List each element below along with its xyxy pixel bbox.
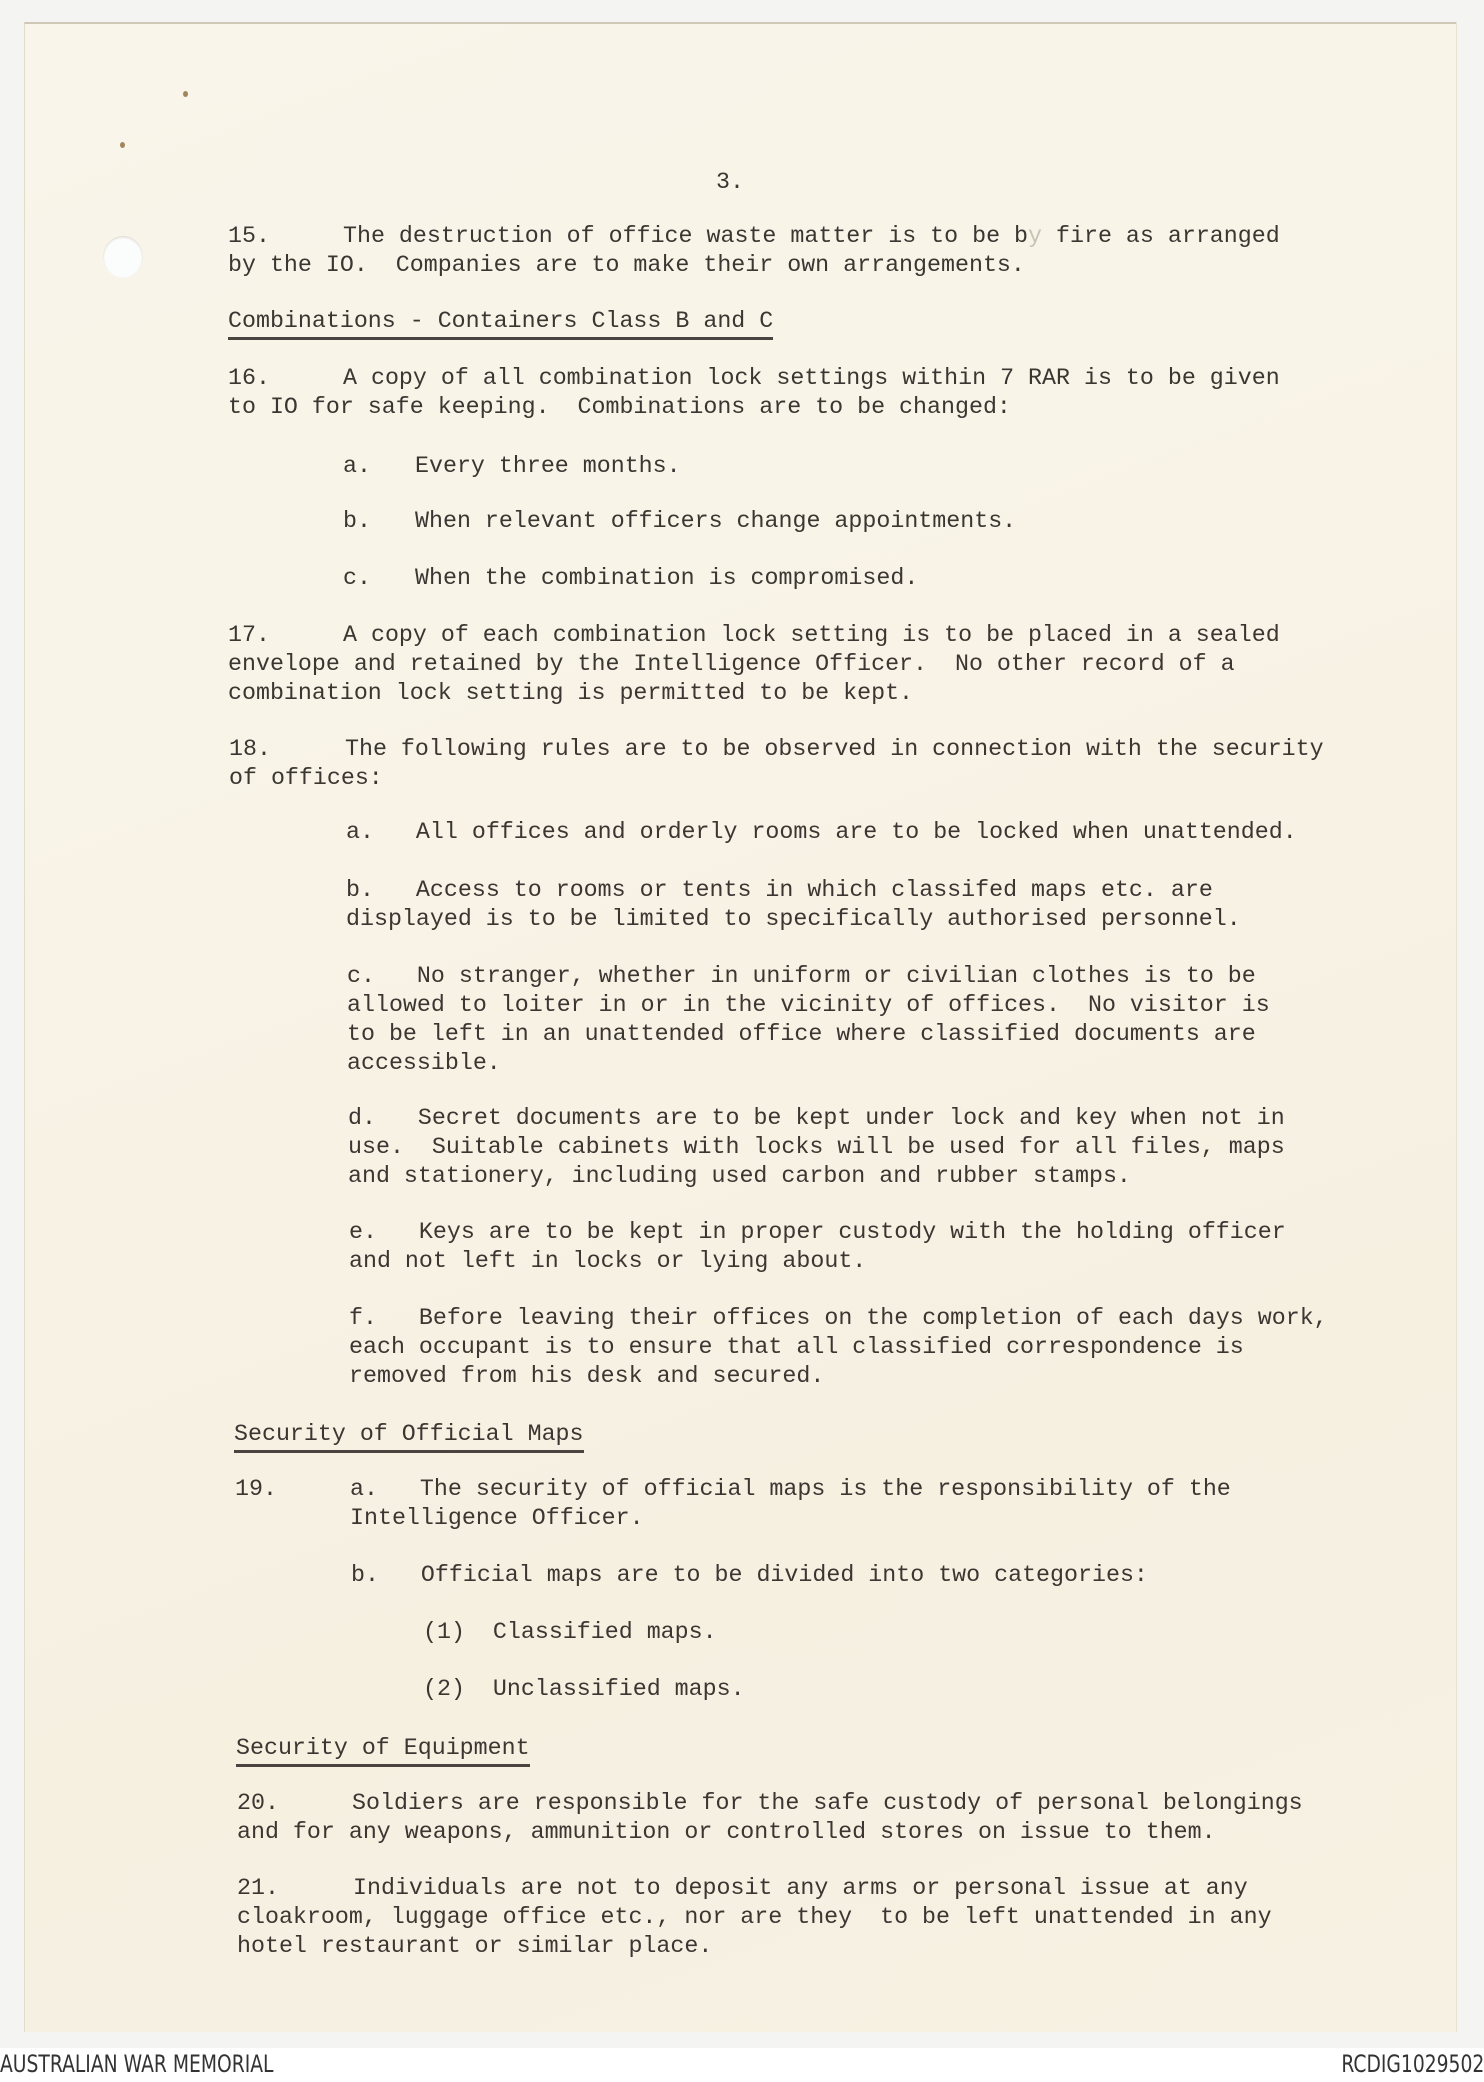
item-line: Official maps are to be divided into two categories:	[420, 1562, 1148, 1588]
para-18-item-b	[346, 876, 1213, 905]
para-15-line-1	[343, 222, 1280, 251]
para-20-line-2: and for any weapons, ammunition or controlled stores on issue to them.	[237, 1819, 1216, 1845]
para-16-line-2: to IO for safe keeping. Combinations are to be changed:	[228, 394, 1011, 420]
para-16-item-text: Every three months.	[415, 453, 681, 479]
para-18-item-f-line: removed from his desk and secured.	[349, 1363, 825, 1389]
para-21-line-2: cloakroom, luggage office etc., nor are they to be left unattended in any	[237, 1904, 1272, 1930]
para-18-item-b-line: displayed is to be limited to specifically authorised personnel.	[346, 906, 1241, 932]
item-letter: a.	[350, 1476, 378, 1502]
para-19-sub-2	[423, 1675, 745, 1704]
para-16-item-letter: a.	[343, 453, 371, 479]
item-letter: d.	[348, 1105, 376, 1131]
para-16-line-1: A copy of all combination lock settings within 7 RAR is to be given	[343, 365, 1280, 391]
sub-text: Unclassified maps.	[492, 1676, 745, 1702]
para-21-line-3: hotel restaurant or similar place.	[237, 1933, 713, 1959]
para-19-item-b	[351, 1561, 1148, 1590]
para-20-number: 20.	[237, 1790, 279, 1816]
heading-official-maps: Security of Official Maps	[234, 1420, 584, 1453]
para-17-number: 17.	[228, 622, 270, 648]
paper-speck	[183, 91, 188, 97]
item-line: Secret documents are to be kept under lock and key when not in	[417, 1105, 1285, 1131]
para-18-item-e-line: and not left in locks or lying about.	[349, 1248, 867, 1274]
item-line: The security of official maps is the responsibility of the	[419, 1476, 1231, 1502]
para-21-number: 21.	[237, 1875, 279, 1901]
para-18-item-c-line: allowed to loiter in or in the vicinity of offices. No visitor is	[347, 992, 1270, 1018]
para-18-item-c-line: accessible.	[347, 1050, 501, 1076]
sub-text: Classified maps.	[492, 1619, 717, 1645]
para-16-item-letter: b.	[343, 508, 371, 534]
para-19-number: 19.	[235, 1476, 277, 1502]
item-line: All offices and orderly rooms are to be locked when unattended.	[415, 819, 1297, 845]
para-18-item-f	[349, 1304, 1328, 1333]
para-18-item-c-line: to be left in an unattended office where classified documents are	[347, 1021, 1256, 1047]
para-18-item-e	[349, 1218, 1286, 1247]
para-18-line-2: of offices:	[229, 765, 383, 791]
item-letter: e.	[349, 1219, 377, 1245]
para-16-item-text: When the combination is compromised.	[415, 565, 919, 591]
para-18-line-1: The following rules are to be observed in connection with the security	[345, 736, 1324, 762]
para-19-sub-1	[423, 1618, 717, 1647]
para-18-item-d-line: use. Suitable cabinets with locks will be used for all files, maps	[348, 1134, 1285, 1160]
page-number: 3.	[716, 169, 744, 195]
item-line: Keys are to be kept in proper custody with the holding officer	[418, 1219, 1286, 1245]
para-21-line-1: Individuals are not to deposit any arms or personal issue at any	[353, 1875, 1248, 1901]
para-20-line-1: Soldiers are responsible for the safe custody of personal belongings	[352, 1790, 1303, 1816]
para-15-faint-char: y	[1028, 223, 1043, 249]
item-letter: b.	[346, 877, 374, 903]
item-line: Access to rooms or tents in which classifed maps etc. are	[415, 877, 1213, 903]
item-line: No stranger, whether in uniform or civilian clothes is to be	[416, 963, 1256, 989]
para-18-item-d-line: and stationery, including used carbon and rubber stamps.	[348, 1163, 1131, 1189]
item-letter: f.	[349, 1305, 377, 1331]
sub-number: (1)	[423, 1619, 465, 1645]
para-18-number: 18.	[229, 736, 271, 762]
para-16-number: 16.	[228, 365, 270, 391]
para-17-line-3: combination lock setting is permitted to be kept.	[228, 680, 914, 706]
para-16-item-text: When relevant officers change appointments.	[415, 508, 1017, 534]
heading-equipment: Security of Equipment	[236, 1734, 530, 1767]
para-18-item-f-line: each occupant is to ensure that all classified correspondence is	[349, 1334, 1244, 1360]
para-18-item-d	[348, 1104, 1285, 1133]
heading-combinations: Combinations - Containers Class B and C	[228, 307, 773, 340]
footer-record-id: RCDIG1029502	[1341, 2050, 1484, 2078]
para-15-number: 15.	[228, 223, 270, 249]
para-19-item-a	[350, 1475, 1231, 1504]
item-line: Before leaving their offices on the completion of each days work,	[418, 1305, 1328, 1331]
para-17-line-2: envelope and retained by the Intelligence Officer. No other record of a	[228, 651, 1235, 677]
para-18-item-a	[346, 818, 1297, 847]
footer-institution: AUSTRALIAN WAR MEMORIAL	[0, 2050, 274, 2078]
para-15-line-1b: fire as arranged	[1042, 223, 1280, 249]
item-letter: b.	[351, 1562, 379, 1588]
para-15-line-1a: The destruction of office waste matter is to be b	[343, 223, 1029, 249]
paper-speck	[120, 142, 125, 148]
item-letter: c.	[347, 963, 375, 989]
para-19-item-a-line: Intelligence Officer.	[350, 1505, 644, 1531]
para-16-item-letter: c.	[343, 565, 371, 591]
sub-number: (2)	[423, 1676, 465, 1702]
punch-hole	[103, 236, 143, 278]
para-17-line-1: A copy of each combination lock setting is to be placed in a sealed	[343, 622, 1280, 648]
item-letter: a.	[346, 819, 374, 845]
para-18-item-c	[347, 962, 1256, 991]
para-15-line-2: by the IO. Companies are to make their own arrangements.	[228, 252, 1025, 278]
